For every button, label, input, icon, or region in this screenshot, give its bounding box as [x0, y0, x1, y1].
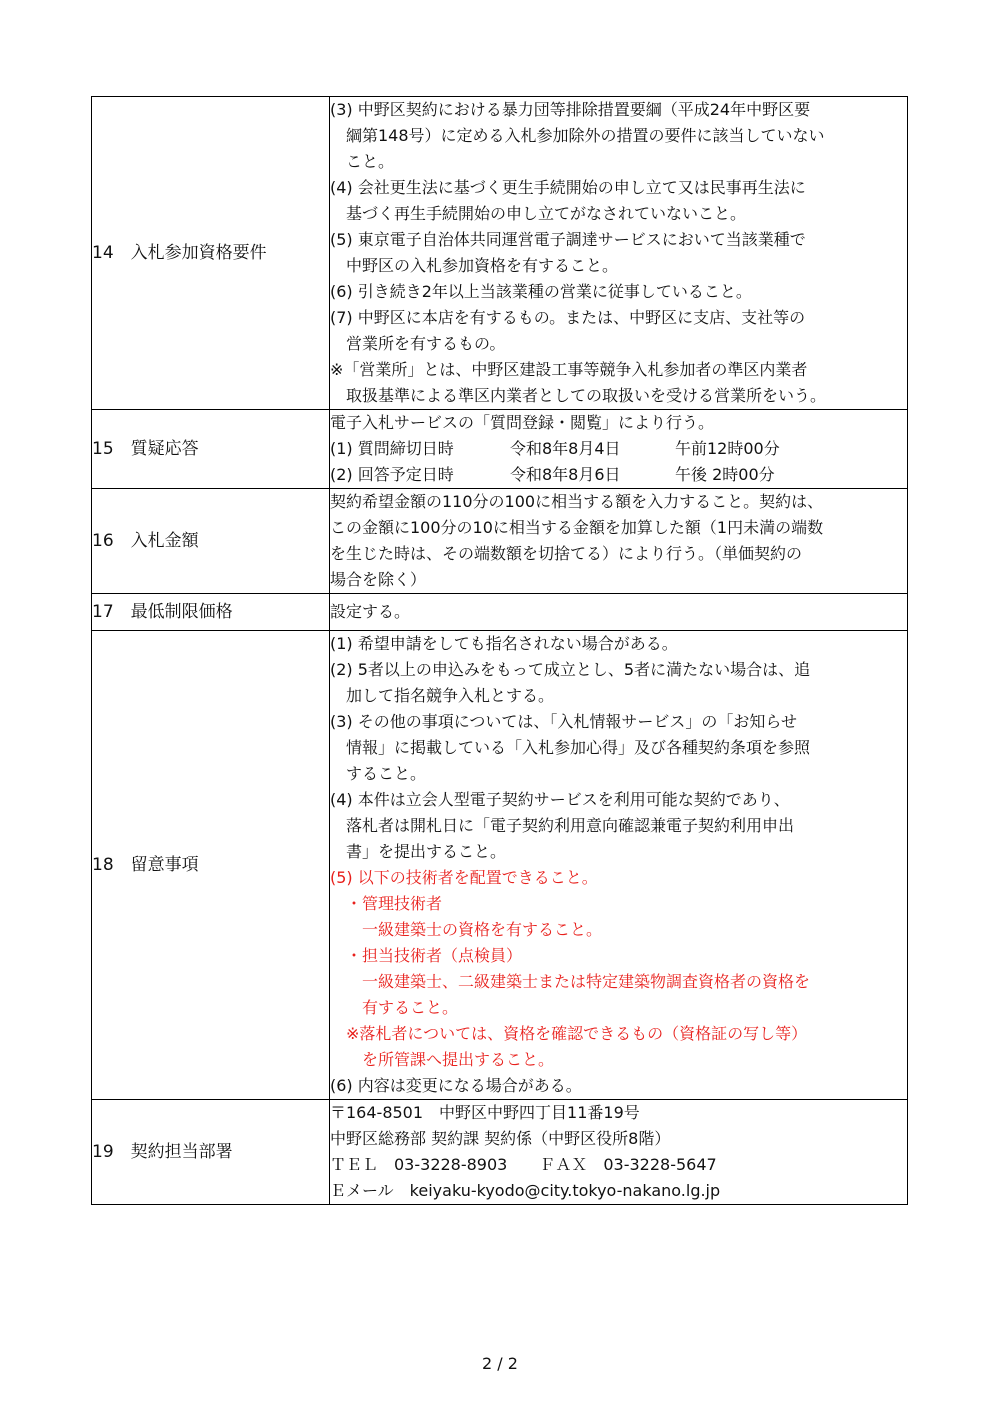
text-line: 加して指名競争入札とする。	[346, 686, 555, 705]
qa-item: (1) 質問締切日時 令和8年8月4日 午前12時00分	[330, 439, 780, 458]
row-18	[92, 631, 908, 1100]
text-line: ＴＥＬ 03-3228-8903 ＦＡＸ 03-3228-5647	[330, 1155, 717, 1174]
text-line: 取扱基準による準区内業者としての取扱いを受ける営業所をいう。	[346, 386, 827, 405]
text-line-red: を所管課へ提出すること。	[362, 1050, 555, 1069]
row-label: 14 入札参加資格要件	[92, 97, 330, 410]
page-number: 2 / 2	[482, 1354, 518, 1373]
text-line: 中野区総務部 契約課 契約係（中野区役所8階）	[330, 1129, 671, 1148]
text-line: 営業所を有するもの。	[346, 334, 506, 353]
text-line: (3) 中野区契約における暴力団等排除措置要綱（平成24年中野区要	[330, 100, 811, 119]
row-19	[92, 1100, 908, 1205]
text-line: (4) 会社更生法に基づく更生手続開始の申し立て又は民事再生法に	[330, 178, 806, 197]
text-line: 基づく再生手続開始の申し立てがなされていないこと。	[346, 204, 747, 223]
row-label: 15 質疑応答	[92, 410, 330, 489]
row-content	[330, 97, 908, 410]
text-line: この金額に100分の10に相当する金額を加算した額（1円未満の端数	[330, 518, 824, 537]
row-content	[330, 594, 908, 631]
text-line: 〒164-8501 中野区中野四丁目11番19号	[330, 1103, 640, 1122]
text-line: 場合を除く）	[330, 570, 427, 589]
row-content	[330, 489, 908, 594]
text-line: を生じた時は、その端数額を切捨てる）により行う。（単価契約の	[330, 544, 803, 563]
text-line: 落札者は開札日に「電子契約利用意向確認兼電子契約利用申出	[346, 816, 795, 835]
row-label: 17 最低制限価格	[92, 594, 330, 631]
text-line: (5) 東京電子自治体共同運営電子調達サービスにおいて当該業種で	[330, 230, 806, 249]
row-14	[92, 97, 908, 410]
text-line: (6) 内容は変更になる場合がある。	[330, 1076, 582, 1095]
row-label: 16 入札金額	[92, 489, 330, 594]
text-line: (1) 希望申請をしても指名されない場合がある。	[330, 634, 678, 653]
text-line-red: ※落札者については、資格を確認できるもの（資格証の写し等）	[346, 1024, 808, 1043]
text-line-red: ・担当技術者（点検員）	[346, 946, 523, 965]
text-line: 設定する。	[330, 602, 411, 621]
text-line: 綱第148号）に定める入札参加除外の措置の要件に該当していない	[346, 126, 825, 145]
text-line-red: 有すること。	[362, 998, 459, 1017]
text-line-red: ・管理技術者	[346, 894, 443, 913]
text-line: (2) 5者以上の申込みをもって成立とし、5者に満たない場合は、追	[330, 660, 811, 679]
text-line: ※「営業所」とは、中野区建設工事等競争入札参加者の準区内業者	[330, 360, 808, 379]
tender-conditions-table	[91, 96, 908, 1205]
row-17	[92, 594, 908, 631]
row-15	[92, 410, 908, 489]
text-line: (6) 引き続き2年以上当該業種の営業に従事していること。	[330, 282, 752, 301]
text-line: すること。	[346, 764, 427, 783]
text-line: こと。	[346, 152, 395, 171]
text-line: 中野区の入札参加資格を有すること。	[346, 256, 619, 275]
row-label: 18 留意事項	[92, 631, 330, 1100]
text-line: 情報」に掲載している「入札参加心得」及び各種契約条項を参照	[346, 738, 811, 757]
row-label: 19 契約担当部署	[92, 1100, 330, 1205]
text-line: 契約希望金額の110分の100に相当する額を入力すること。契約は、	[330, 492, 824, 511]
row-16	[92, 489, 908, 594]
text-line: (7) 中野区に本店を有するもの。または、中野区に支店、支社等の	[330, 308, 806, 327]
row-content	[330, 410, 908, 489]
text-line: (3) その他の事項については、「入札情報サービス」の「お知らせ	[330, 712, 797, 731]
text-line-red: 一級建築士の資格を有すること。	[362, 920, 603, 939]
text-line: Ｅメール keiyaku-kyodo@city.tokyo-nakano.lg.jp	[330, 1181, 721, 1200]
text-line: 書」を提出すること。	[346, 842, 507, 861]
text-line: 電子入札サービスの「質問登録・閲覧」により行う。	[330, 413, 715, 432]
text-line-red: 一級建築士、二級建築士または特定建築物調査資格者の資格を	[362, 972, 811, 991]
text-line: (4) 本件は立会人型電子契約サービスを利用可能な契約であり、	[330, 790, 790, 809]
text-line-red: (5) 以下の技術者を配置できること。	[330, 868, 598, 887]
row-content	[330, 1100, 908, 1205]
row-content	[330, 631, 908, 1100]
qa-item: (2) 回答予定日時 令和8年8月6日 午後 2時00分	[330, 465, 775, 484]
